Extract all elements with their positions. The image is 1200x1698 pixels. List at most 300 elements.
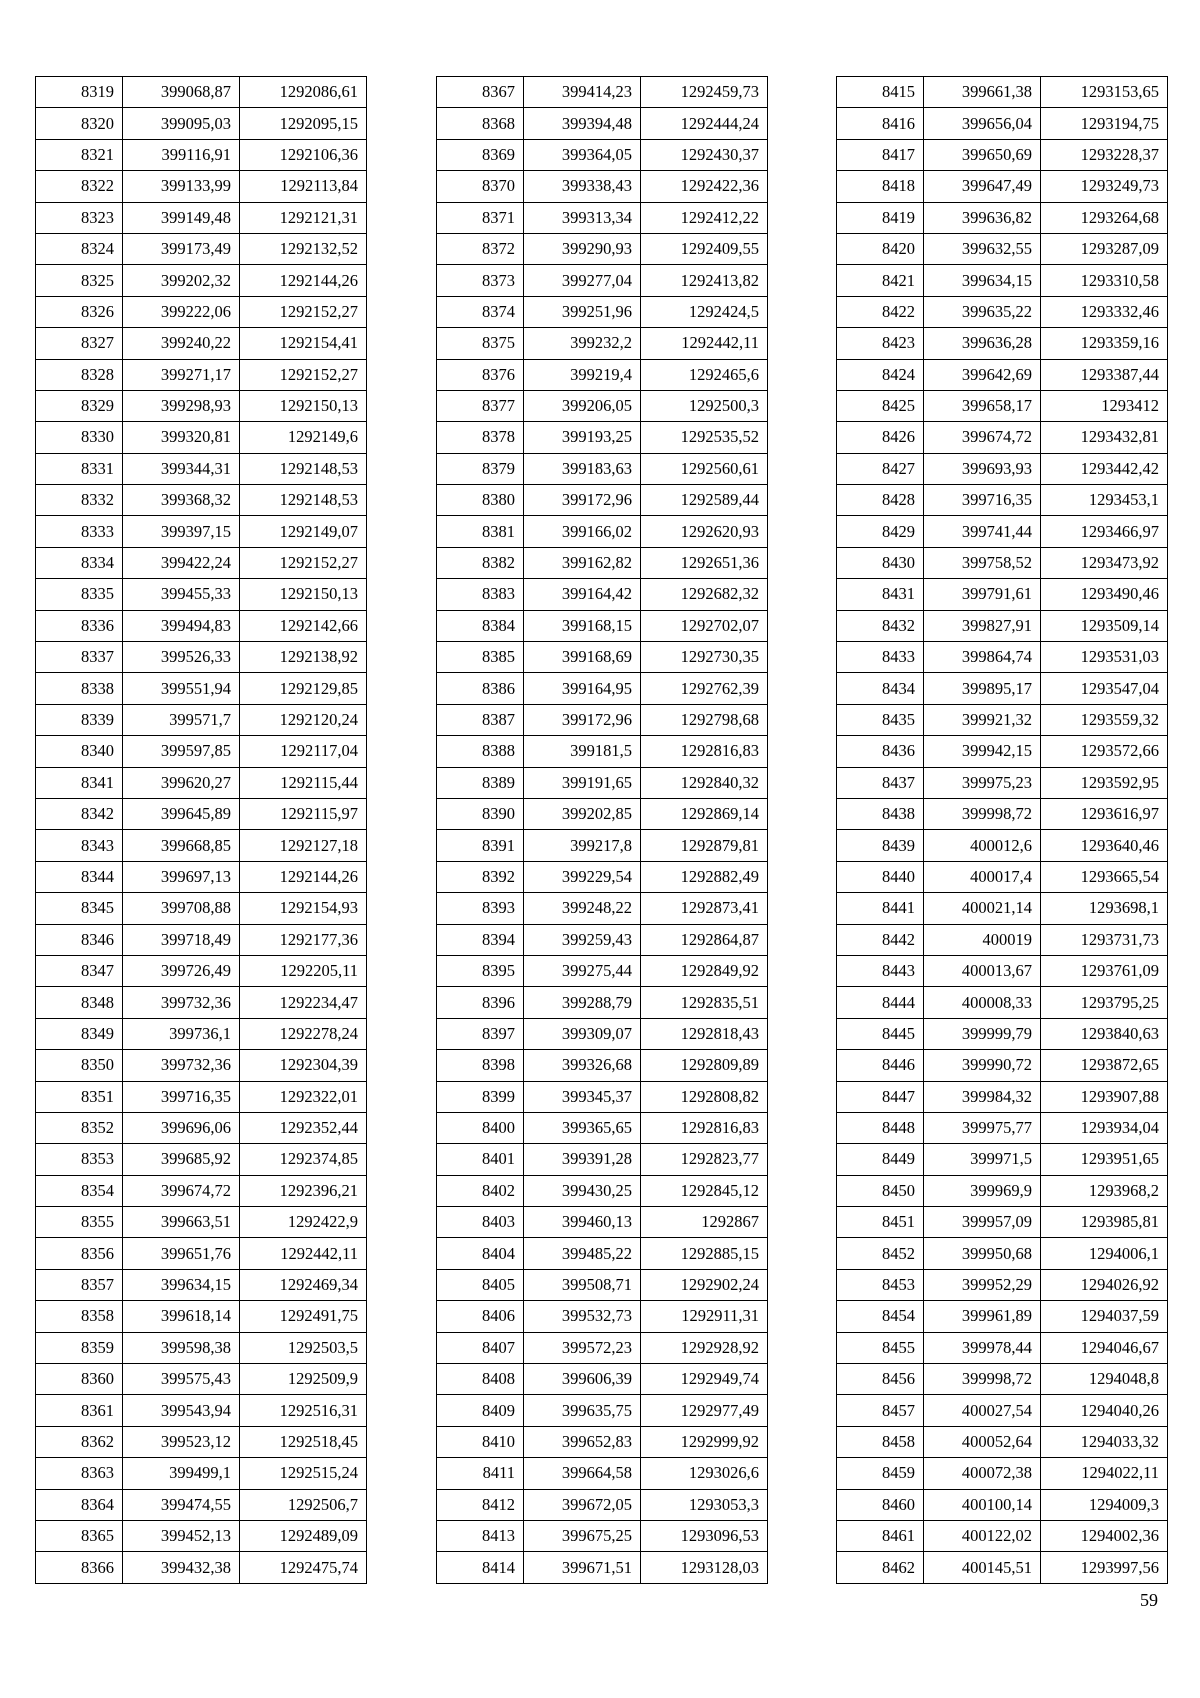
y-coordinate-cell: 1293332,46 bbox=[1041, 296, 1168, 327]
point-number-cell: 8347 bbox=[36, 955, 123, 986]
table-row bbox=[36, 171, 367, 202]
point-number-cell: 8351 bbox=[36, 1081, 123, 1112]
x-coordinate-cell: 399957,09 bbox=[924, 1207, 1041, 1238]
x-coordinate-cell: 399164,42 bbox=[524, 579, 641, 610]
x-coordinate-cell: 400052,64 bbox=[924, 1426, 1041, 1457]
point-number-cell: 8391 bbox=[437, 830, 524, 861]
x-coordinate-cell: 399183,63 bbox=[524, 453, 641, 484]
point-number-cell: 8423 bbox=[837, 328, 924, 359]
x-coordinate-cell: 399978,44 bbox=[924, 1332, 1041, 1363]
table-row bbox=[437, 139, 768, 170]
point-number-cell: 8334 bbox=[36, 547, 123, 578]
x-coordinate-cell: 399543,94 bbox=[123, 1395, 240, 1426]
point-number-cell: 8416 bbox=[837, 108, 924, 139]
point-number-cell: 8393 bbox=[437, 893, 524, 924]
y-coordinate-cell: 1292928,92 bbox=[641, 1332, 768, 1363]
point-number-cell: 8429 bbox=[837, 516, 924, 547]
x-coordinate-cell: 399164,95 bbox=[524, 673, 641, 704]
x-coordinate-cell: 399168,69 bbox=[524, 642, 641, 673]
table-row bbox=[837, 1489, 1168, 1520]
table-row bbox=[437, 265, 768, 296]
point-number-cell: 8335 bbox=[36, 579, 123, 610]
y-coordinate-cell: 1292138,92 bbox=[240, 642, 367, 673]
y-coordinate-cell: 1292516,31 bbox=[240, 1395, 367, 1426]
y-coordinate-cell: 1293442,42 bbox=[1041, 453, 1168, 484]
point-number-cell: 8407 bbox=[437, 1332, 524, 1363]
x-coordinate-cell: 399313,34 bbox=[524, 202, 641, 233]
table-row bbox=[36, 1175, 367, 1206]
point-number-cell: 8437 bbox=[837, 767, 924, 798]
point-number-cell: 8409 bbox=[437, 1395, 524, 1426]
table-row bbox=[837, 798, 1168, 829]
point-number-cell: 8418 bbox=[837, 171, 924, 202]
y-coordinate-cell: 1293997,56 bbox=[1041, 1552, 1168, 1583]
table-row bbox=[36, 422, 367, 453]
table-row bbox=[437, 1301, 768, 1332]
y-coordinate-cell: 1292730,35 bbox=[641, 642, 768, 673]
x-coordinate-cell: 399494,83 bbox=[123, 610, 240, 641]
table-row bbox=[837, 1018, 1168, 1049]
table-row bbox=[837, 1207, 1168, 1238]
table-row bbox=[36, 798, 367, 829]
x-coordinate-cell: 399298,93 bbox=[123, 390, 240, 421]
y-coordinate-cell: 1292518,45 bbox=[240, 1426, 367, 1457]
y-coordinate-cell: 1292503,5 bbox=[240, 1332, 367, 1363]
point-number-cell: 8401 bbox=[437, 1144, 524, 1175]
point-number-cell: 8388 bbox=[437, 736, 524, 767]
x-coordinate-cell: 399921,32 bbox=[924, 704, 1041, 735]
table-row bbox=[437, 924, 768, 955]
y-coordinate-cell: 1292234,47 bbox=[240, 987, 367, 1018]
point-number-cell: 8372 bbox=[437, 233, 524, 264]
table-row bbox=[36, 233, 367, 264]
x-coordinate-cell: 399133,99 bbox=[123, 171, 240, 202]
y-coordinate-cell: 1293412 bbox=[1041, 390, 1168, 421]
x-coordinate-cell: 399758,52 bbox=[924, 547, 1041, 578]
table-row bbox=[437, 1458, 768, 1489]
x-coordinate-cell: 399364,05 bbox=[524, 139, 641, 170]
point-number-cell: 8417 bbox=[837, 139, 924, 170]
table-row bbox=[837, 359, 1168, 390]
x-coordinate-cell: 399172,96 bbox=[524, 485, 641, 516]
point-number-cell: 8432 bbox=[837, 610, 924, 641]
table-row bbox=[437, 1489, 768, 1520]
y-coordinate-cell: 1293432,81 bbox=[1041, 422, 1168, 453]
table-row bbox=[36, 328, 367, 359]
point-number-cell: 8453 bbox=[837, 1269, 924, 1300]
y-coordinate-cell: 1294006,1 bbox=[1041, 1238, 1168, 1269]
y-coordinate-cell: 1293872,65 bbox=[1041, 1050, 1168, 1081]
table-row bbox=[437, 390, 768, 421]
x-coordinate-cell: 399193,25 bbox=[524, 422, 641, 453]
point-number-cell: 8331 bbox=[36, 453, 123, 484]
y-coordinate-cell: 1292489,09 bbox=[240, 1520, 367, 1551]
coordinate-table-1 bbox=[35, 76, 367, 1584]
table-row bbox=[36, 736, 367, 767]
x-coordinate-cell: 399708,88 bbox=[123, 893, 240, 924]
x-coordinate-cell: 399229,54 bbox=[524, 861, 641, 892]
x-coordinate-cell: 399645,89 bbox=[123, 798, 240, 829]
y-coordinate-cell: 1293128,03 bbox=[641, 1552, 768, 1583]
y-coordinate-cell: 1293453,1 bbox=[1041, 485, 1168, 516]
point-number-cell: 8344 bbox=[36, 861, 123, 892]
y-coordinate-cell: 1292500,3 bbox=[641, 390, 768, 421]
table-row bbox=[36, 987, 367, 1018]
x-coordinate-cell: 399173,49 bbox=[123, 233, 240, 264]
table-row bbox=[437, 1081, 768, 1112]
point-number-cell: 8427 bbox=[837, 453, 924, 484]
point-number-cell: 8434 bbox=[837, 673, 924, 704]
point-number-cell: 8361 bbox=[36, 1395, 123, 1426]
y-coordinate-cell: 1292086,61 bbox=[240, 77, 367, 108]
table-row bbox=[36, 265, 367, 296]
point-number-cell: 8403 bbox=[437, 1207, 524, 1238]
point-number-cell: 8329 bbox=[36, 390, 123, 421]
table-row bbox=[36, 1112, 367, 1143]
y-coordinate-cell: 1292205,11 bbox=[240, 955, 367, 986]
y-coordinate-cell: 1293968,2 bbox=[1041, 1175, 1168, 1206]
table-row bbox=[36, 1050, 367, 1081]
x-coordinate-cell: 399664,58 bbox=[524, 1458, 641, 1489]
point-number-cell: 8415 bbox=[837, 77, 924, 108]
point-number-cell: 8349 bbox=[36, 1018, 123, 1049]
x-coordinate-cell: 399391,28 bbox=[524, 1144, 641, 1175]
table-row bbox=[837, 1144, 1168, 1175]
point-number-cell: 8323 bbox=[36, 202, 123, 233]
y-coordinate-cell: 1292121,31 bbox=[240, 202, 367, 233]
point-number-cell: 8377 bbox=[437, 390, 524, 421]
table-row bbox=[837, 767, 1168, 798]
table-row bbox=[36, 610, 367, 641]
x-coordinate-cell: 399532,73 bbox=[524, 1301, 641, 1332]
x-coordinate-cell: 399365,65 bbox=[524, 1112, 641, 1143]
y-coordinate-cell: 1294026,92 bbox=[1041, 1269, 1168, 1300]
point-number-cell: 8441 bbox=[837, 893, 924, 924]
x-coordinate-cell: 399658,17 bbox=[924, 390, 1041, 421]
y-coordinate-cell: 1293592,95 bbox=[1041, 767, 1168, 798]
table-row bbox=[837, 704, 1168, 735]
table-row bbox=[437, 328, 768, 359]
table-row bbox=[36, 108, 367, 139]
x-coordinate-cell: 399508,71 bbox=[524, 1269, 641, 1300]
y-coordinate-cell: 1292816,83 bbox=[641, 1112, 768, 1143]
y-coordinate-cell: 1293934,04 bbox=[1041, 1112, 1168, 1143]
x-coordinate-cell: 399338,43 bbox=[524, 171, 641, 202]
y-coordinate-cell: 1292150,13 bbox=[240, 390, 367, 421]
y-coordinate-cell: 1292491,75 bbox=[240, 1301, 367, 1332]
y-coordinate-cell: 1292902,24 bbox=[641, 1269, 768, 1300]
x-coordinate-cell: 399732,36 bbox=[123, 1050, 240, 1081]
y-coordinate-cell: 1292560,61 bbox=[641, 453, 768, 484]
x-coordinate-cell: 399430,25 bbox=[524, 1175, 641, 1206]
table-row bbox=[36, 359, 367, 390]
x-coordinate-cell: 399551,94 bbox=[123, 673, 240, 704]
y-coordinate-cell: 1293572,66 bbox=[1041, 736, 1168, 767]
table-row bbox=[437, 1552, 768, 1583]
table-row bbox=[837, 1238, 1168, 1269]
point-number-cell: 8424 bbox=[837, 359, 924, 390]
table-row bbox=[437, 422, 768, 453]
table-row bbox=[36, 861, 367, 892]
x-coordinate-cell: 399634,15 bbox=[123, 1269, 240, 1300]
table-row bbox=[837, 830, 1168, 861]
table-row bbox=[36, 1269, 367, 1300]
point-number-cell: 8446 bbox=[837, 1050, 924, 1081]
table-row bbox=[437, 736, 768, 767]
point-number-cell: 8366 bbox=[36, 1552, 123, 1583]
y-coordinate-cell: 1292911,31 bbox=[641, 1301, 768, 1332]
x-coordinate-cell: 399635,22 bbox=[924, 296, 1041, 327]
x-coordinate-cell: 399668,85 bbox=[123, 830, 240, 861]
y-coordinate-cell: 1293310,58 bbox=[1041, 265, 1168, 296]
x-coordinate-cell: 399652,83 bbox=[524, 1426, 641, 1457]
table-row bbox=[437, 171, 768, 202]
point-number-cell: 8381 bbox=[437, 516, 524, 547]
y-coordinate-cell: 1292809,89 bbox=[641, 1050, 768, 1081]
page-number: 59 bbox=[1140, 1590, 1158, 1610]
point-number-cell: 8354 bbox=[36, 1175, 123, 1206]
table-row bbox=[36, 1552, 367, 1583]
y-coordinate-cell: 1294048,8 bbox=[1041, 1364, 1168, 1395]
table-row bbox=[437, 1144, 768, 1175]
point-number-cell: 8348 bbox=[36, 987, 123, 1018]
point-number-cell: 8442 bbox=[837, 924, 924, 955]
point-number-cell: 8365 bbox=[36, 1520, 123, 1551]
table-row bbox=[437, 233, 768, 264]
y-coordinate-cell: 1292762,39 bbox=[641, 673, 768, 704]
point-number-cell: 8457 bbox=[837, 1395, 924, 1426]
y-coordinate-cell: 1292115,44 bbox=[240, 767, 367, 798]
point-number-cell: 8387 bbox=[437, 704, 524, 735]
table-row bbox=[36, 579, 367, 610]
point-number-cell: 8346 bbox=[36, 924, 123, 955]
table-row bbox=[36, 1489, 367, 1520]
x-coordinate-cell: 399526,33 bbox=[123, 642, 240, 673]
table-row bbox=[837, 171, 1168, 202]
point-number-cell: 8422 bbox=[837, 296, 924, 327]
table-row bbox=[36, 1207, 367, 1238]
y-coordinate-cell: 1293490,46 bbox=[1041, 579, 1168, 610]
x-coordinate-cell: 399864,74 bbox=[924, 642, 1041, 673]
point-number-cell: 8461 bbox=[837, 1520, 924, 1551]
y-coordinate-cell: 1292651,36 bbox=[641, 547, 768, 578]
table-row bbox=[36, 1395, 367, 1426]
y-coordinate-cell: 1292845,12 bbox=[641, 1175, 768, 1206]
point-number-cell: 8456 bbox=[837, 1364, 924, 1395]
y-coordinate-cell: 1293096,53 bbox=[641, 1520, 768, 1551]
point-number-cell: 8396 bbox=[437, 987, 524, 1018]
x-coordinate-cell: 399309,07 bbox=[524, 1018, 641, 1049]
y-coordinate-cell: 1292152,27 bbox=[240, 296, 367, 327]
point-number-cell: 8367 bbox=[437, 77, 524, 108]
x-coordinate-cell: 399499,1 bbox=[123, 1458, 240, 1489]
point-number-cell: 8383 bbox=[437, 579, 524, 610]
x-coordinate-cell: 399685,92 bbox=[123, 1144, 240, 1175]
x-coordinate-cell: 399716,35 bbox=[924, 485, 1041, 516]
x-coordinate-cell: 399791,61 bbox=[924, 579, 1041, 610]
x-coordinate-cell: 400012,6 bbox=[924, 830, 1041, 861]
table-row bbox=[437, 1426, 768, 1457]
table-row bbox=[837, 673, 1168, 704]
x-coordinate-cell: 399290,93 bbox=[524, 233, 641, 264]
table-row bbox=[437, 202, 768, 233]
y-coordinate-cell: 1292849,92 bbox=[641, 955, 768, 986]
x-coordinate-cell: 399168,15 bbox=[524, 610, 641, 641]
x-coordinate-cell: 400072,38 bbox=[924, 1458, 1041, 1489]
point-number-cell: 8336 bbox=[36, 610, 123, 641]
point-number-cell: 8330 bbox=[36, 422, 123, 453]
y-coordinate-cell: 1292152,27 bbox=[240, 359, 367, 390]
y-coordinate-cell: 1292117,04 bbox=[240, 736, 367, 767]
point-number-cell: 8404 bbox=[437, 1238, 524, 1269]
table-row bbox=[837, 390, 1168, 421]
y-coordinate-cell: 1292304,39 bbox=[240, 1050, 367, 1081]
y-coordinate-cell: 1293509,14 bbox=[1041, 610, 1168, 641]
y-coordinate-cell: 1293951,65 bbox=[1041, 1144, 1168, 1175]
x-coordinate-cell: 399671,51 bbox=[524, 1552, 641, 1583]
point-number-cell: 8419 bbox=[837, 202, 924, 233]
x-coordinate-cell: 399149,48 bbox=[123, 202, 240, 233]
table-row bbox=[837, 202, 1168, 233]
y-coordinate-cell: 1292509,9 bbox=[240, 1364, 367, 1395]
point-number-cell: 8342 bbox=[36, 798, 123, 829]
table-row bbox=[837, 139, 1168, 170]
y-coordinate-cell: 1292115,97 bbox=[240, 798, 367, 829]
table-row bbox=[837, 861, 1168, 892]
y-coordinate-cell: 1293640,46 bbox=[1041, 830, 1168, 861]
y-coordinate-cell: 1293026,6 bbox=[641, 1458, 768, 1489]
point-number-cell: 8322 bbox=[36, 171, 123, 202]
y-coordinate-cell: 1292535,52 bbox=[641, 422, 768, 453]
point-number-cell: 8345 bbox=[36, 893, 123, 924]
point-number-cell: 8443 bbox=[837, 955, 924, 986]
x-coordinate-cell: 399452,13 bbox=[123, 1520, 240, 1551]
y-coordinate-cell: 1293264,68 bbox=[1041, 202, 1168, 233]
x-coordinate-cell: 400027,54 bbox=[924, 1395, 1041, 1426]
point-number-cell: 8462 bbox=[837, 1552, 924, 1583]
table-row bbox=[437, 516, 768, 547]
table-row bbox=[837, 1426, 1168, 1457]
point-number-cell: 8370 bbox=[437, 171, 524, 202]
table-row bbox=[437, 485, 768, 516]
point-number-cell: 8352 bbox=[36, 1112, 123, 1143]
x-coordinate-cell: 399368,32 bbox=[123, 485, 240, 516]
x-coordinate-cell: 399248,22 bbox=[524, 893, 641, 924]
x-coordinate-cell: 399984,32 bbox=[924, 1081, 1041, 1112]
x-coordinate-cell: 399969,9 bbox=[924, 1175, 1041, 1206]
x-coordinate-cell: 399571,7 bbox=[123, 704, 240, 735]
table-row bbox=[437, 1207, 768, 1238]
y-coordinate-cell: 1292149,07 bbox=[240, 516, 367, 547]
y-coordinate-cell: 1293795,25 bbox=[1041, 987, 1168, 1018]
table-row bbox=[437, 1112, 768, 1143]
point-number-cell: 8426 bbox=[837, 422, 924, 453]
table-row bbox=[36, 390, 367, 421]
x-coordinate-cell: 399651,76 bbox=[123, 1238, 240, 1269]
point-number-cell: 8450 bbox=[837, 1175, 924, 1206]
y-coordinate-cell: 1294040,26 bbox=[1041, 1395, 1168, 1426]
table-row bbox=[837, 642, 1168, 673]
table-row bbox=[837, 77, 1168, 108]
x-coordinate-cell: 399620,27 bbox=[123, 767, 240, 798]
table-row bbox=[36, 924, 367, 955]
x-coordinate-cell: 399971,5 bbox=[924, 1144, 1041, 1175]
point-number-cell: 8394 bbox=[437, 924, 524, 955]
point-number-cell: 8440 bbox=[837, 861, 924, 892]
y-coordinate-cell: 1292142,66 bbox=[240, 610, 367, 641]
point-number-cell: 8337 bbox=[36, 642, 123, 673]
x-coordinate-cell: 399068,87 bbox=[123, 77, 240, 108]
table-row bbox=[437, 579, 768, 610]
point-number-cell: 8360 bbox=[36, 1364, 123, 1395]
x-coordinate-cell: 399288,79 bbox=[524, 987, 641, 1018]
y-coordinate-cell: 1292322,01 bbox=[240, 1081, 367, 1112]
point-number-cell: 8355 bbox=[36, 1207, 123, 1238]
y-coordinate-cell: 1292154,93 bbox=[240, 893, 367, 924]
x-coordinate-cell: 399485,22 bbox=[524, 1238, 641, 1269]
x-coordinate-cell: 399741,44 bbox=[924, 516, 1041, 547]
point-number-cell: 8444 bbox=[837, 987, 924, 1018]
y-coordinate-cell: 1292589,44 bbox=[641, 485, 768, 516]
y-coordinate-cell: 1293547,04 bbox=[1041, 673, 1168, 704]
x-coordinate-cell: 399726,49 bbox=[123, 955, 240, 986]
x-coordinate-cell: 399181,5 bbox=[524, 736, 641, 767]
x-coordinate-cell: 399942,15 bbox=[924, 736, 1041, 767]
y-coordinate-cell: 1293287,09 bbox=[1041, 233, 1168, 264]
x-coordinate-cell: 399217,8 bbox=[524, 830, 641, 861]
table-row bbox=[36, 642, 367, 673]
x-coordinate-cell: 399202,85 bbox=[524, 798, 641, 829]
table-row bbox=[837, 1520, 1168, 1551]
table-row bbox=[837, 924, 1168, 955]
table-row bbox=[837, 108, 1168, 139]
x-coordinate-cell: 399523,12 bbox=[123, 1426, 240, 1457]
table-row bbox=[36, 1238, 367, 1269]
point-number-cell: 8356 bbox=[36, 1238, 123, 1269]
point-number-cell: 8451 bbox=[837, 1207, 924, 1238]
y-coordinate-cell: 1293153,65 bbox=[1041, 77, 1168, 108]
point-number-cell: 8430 bbox=[837, 547, 924, 578]
point-number-cell: 8438 bbox=[837, 798, 924, 829]
x-coordinate-cell: 399116,91 bbox=[123, 139, 240, 170]
point-number-cell: 8408 bbox=[437, 1364, 524, 1395]
point-number-cell: 8341 bbox=[36, 767, 123, 798]
table-row bbox=[437, 1018, 768, 1049]
table-row bbox=[437, 704, 768, 735]
table-row bbox=[837, 233, 1168, 264]
point-number-cell: 8395 bbox=[437, 955, 524, 986]
point-number-cell: 8326 bbox=[36, 296, 123, 327]
point-number-cell: 8339 bbox=[36, 704, 123, 735]
y-coordinate-cell: 1292620,93 bbox=[641, 516, 768, 547]
point-number-cell: 8363 bbox=[36, 1458, 123, 1489]
y-coordinate-cell: 1292413,82 bbox=[641, 265, 768, 296]
point-number-cell: 8447 bbox=[837, 1081, 924, 1112]
x-coordinate-cell: 399572,23 bbox=[524, 1332, 641, 1363]
x-coordinate-cell: 399598,38 bbox=[123, 1332, 240, 1363]
x-coordinate-cell: 399345,37 bbox=[524, 1081, 641, 1112]
point-number-cell: 8445 bbox=[837, 1018, 924, 1049]
point-number-cell: 8382 bbox=[437, 547, 524, 578]
table-row bbox=[437, 642, 768, 673]
table-row bbox=[437, 1520, 768, 1551]
y-coordinate-cell: 1292818,43 bbox=[641, 1018, 768, 1049]
point-number-cell: 8452 bbox=[837, 1238, 924, 1269]
y-coordinate-cell: 1292144,26 bbox=[240, 861, 367, 892]
table-row bbox=[437, 1050, 768, 1081]
point-number-cell: 8448 bbox=[837, 1112, 924, 1143]
y-coordinate-cell: 1292422,36 bbox=[641, 171, 768, 202]
